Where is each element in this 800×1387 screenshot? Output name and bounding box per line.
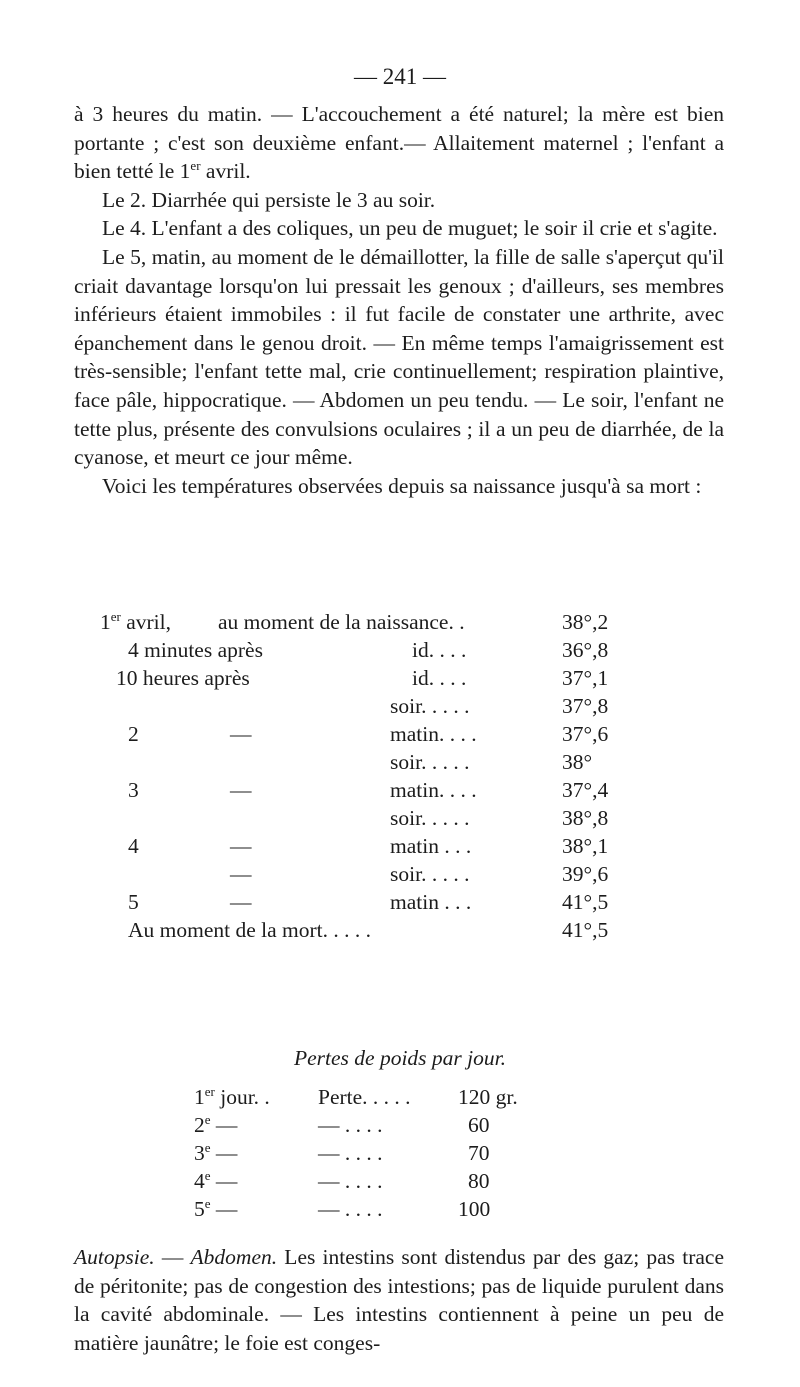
temperature-desc: au moment de la naissance. . (218, 610, 465, 634)
temperature-value: 37°,1 (562, 666, 609, 690)
paragraph: Le 2. Diarrhée qui persiste le 3 au soir. (102, 187, 436, 212)
temperature-desc: matin. . . . (390, 778, 477, 802)
weight-loss-label: — . . . . (318, 1113, 383, 1137)
autopsy-paragraph (74, 1243, 724, 1357)
temperature-day: 4 minutes après (128, 638, 263, 662)
temperature-value: 38° (562, 750, 593, 774)
temperature-value: 38°,1 (562, 834, 609, 858)
temperature-day: Au moment de la mort. . . . . (128, 918, 372, 942)
weight-loss-label: Perte. . . . . (318, 1085, 411, 1109)
temperature-value: 41°,5 (562, 890, 609, 914)
paragraph: à 3 heures du matin. — L'accouchement a été naturel; la mère est bien portante ; c'est son deuxième enfant.— Allaitement maternel ; l'enfant a bien tetté le 1er avril. (74, 102, 724, 184)
temperature-value: 39°,6 (562, 862, 609, 886)
weight-loss-day: 3e — (194, 1139, 238, 1165)
weight-loss-value: 60 (468, 1113, 490, 1137)
weight-loss-label: — . . . . (318, 1141, 383, 1165)
temperature-value: 41°,5 (562, 918, 609, 942)
temperature-desc: soir. . . . . (390, 750, 470, 774)
temperature-dash: — (230, 722, 252, 746)
page-number: — 241 — (354, 64, 446, 89)
weight-loss-value: 80 (468, 1169, 490, 1193)
weight-loss-day: 2e — (194, 1111, 238, 1137)
temperature-desc: id. . . . (412, 666, 467, 690)
abdomen-label: Abdomen. (190, 1245, 278, 1269)
weight-loss-day: 1er jour. . (194, 1083, 270, 1109)
temperature-day: 1er avril, (100, 608, 172, 634)
temperature-desc: id. . . . (412, 638, 467, 662)
temperature-dash: — (230, 862, 252, 886)
temperature-value: 38°,2 (562, 610, 609, 634)
temperature-value: 37°,8 (562, 694, 609, 718)
weight-loss-value: 120 gr. (458, 1085, 518, 1109)
temperature-desc: matin . . . (390, 890, 472, 914)
temperature-value: 37°,4 (562, 778, 609, 802)
weight-loss-day: 5e — (194, 1195, 238, 1221)
temperature-desc: soir. . . . . (390, 694, 470, 718)
temperature-desc: matin. . . . (390, 722, 477, 746)
weight-loss-label: — . . . . (318, 1197, 383, 1221)
temperature-dash: — (230, 778, 252, 802)
temperature-desc: soir. . . . . (390, 862, 470, 886)
temperature-desc: matin . . . (390, 834, 472, 858)
body-text (74, 100, 724, 500)
autopsy-separator: — (154, 1245, 191, 1269)
weight-loss-title: Pertes de poids par jour. (293, 1046, 506, 1070)
temperature-value: 38°,8 (562, 806, 609, 830)
weight-loss-day: 4e — (194, 1167, 238, 1193)
autopsy-text: Les intestins sont distendus par des gaz; pas trace de péritonite; pas de congestion des intestions; pas de liquide purulent dans la cavité abdominale. — Les intestins contiennent à peine un peu de matière jaunâtre; le foie est conges- (74, 1245, 725, 1355)
autopsy-label: Autopsie. (74, 1245, 155, 1269)
paragraph: Le 5, matin, au moment de le démaillotter, la fille de salle s'aperçut qu'il criait davantage lorsqu'on lui pressait les genoux ; d'ailleurs, ses membres inférieurs étaient immobiles : il fut facile de constater une arthrite, avec épanchement dans le genou droit. — En même temps l'amaigrissement est très-sensible; l'enfant tette mal, crie continuellement; respiration plaintive, face pâle, hippocratique. — Abdomen un peu tendu. — Le soir, l'enfant ne tette plus, présente des convulsions oculaires ; il a un peu de diarrhée, de la cyanose, et meurt ce jour même. (74, 244, 724, 470)
temperature-day: 3 (128, 778, 139, 802)
weight-loss-value: 100 (458, 1197, 491, 1221)
temperature-day: 5 (128, 890, 139, 914)
temperature-value: 37°,6 (562, 722, 609, 746)
temperature-value: 36°,8 (562, 638, 609, 662)
temperature-day: 10 heures après (116, 666, 250, 690)
temperature-day: 2 (128, 722, 139, 746)
paragraph: Voici les températures observées depuis sa naissance jusqu'à sa mort : (102, 473, 702, 498)
weight-loss-value: 70 (468, 1141, 490, 1165)
autopsy-section (74, 1243, 724, 1357)
paragraph: Le 4. L'enfant a des coliques, un peu de muguet; le soir il crie et s'agite. (102, 216, 718, 241)
temperature-desc: soir. . . . . (390, 806, 470, 830)
temperature-day: 4 (128, 834, 139, 858)
temperature-dash: — (230, 890, 252, 914)
weight-loss-label: — . . . . (318, 1169, 383, 1193)
temperature-dash: — (230, 834, 252, 858)
